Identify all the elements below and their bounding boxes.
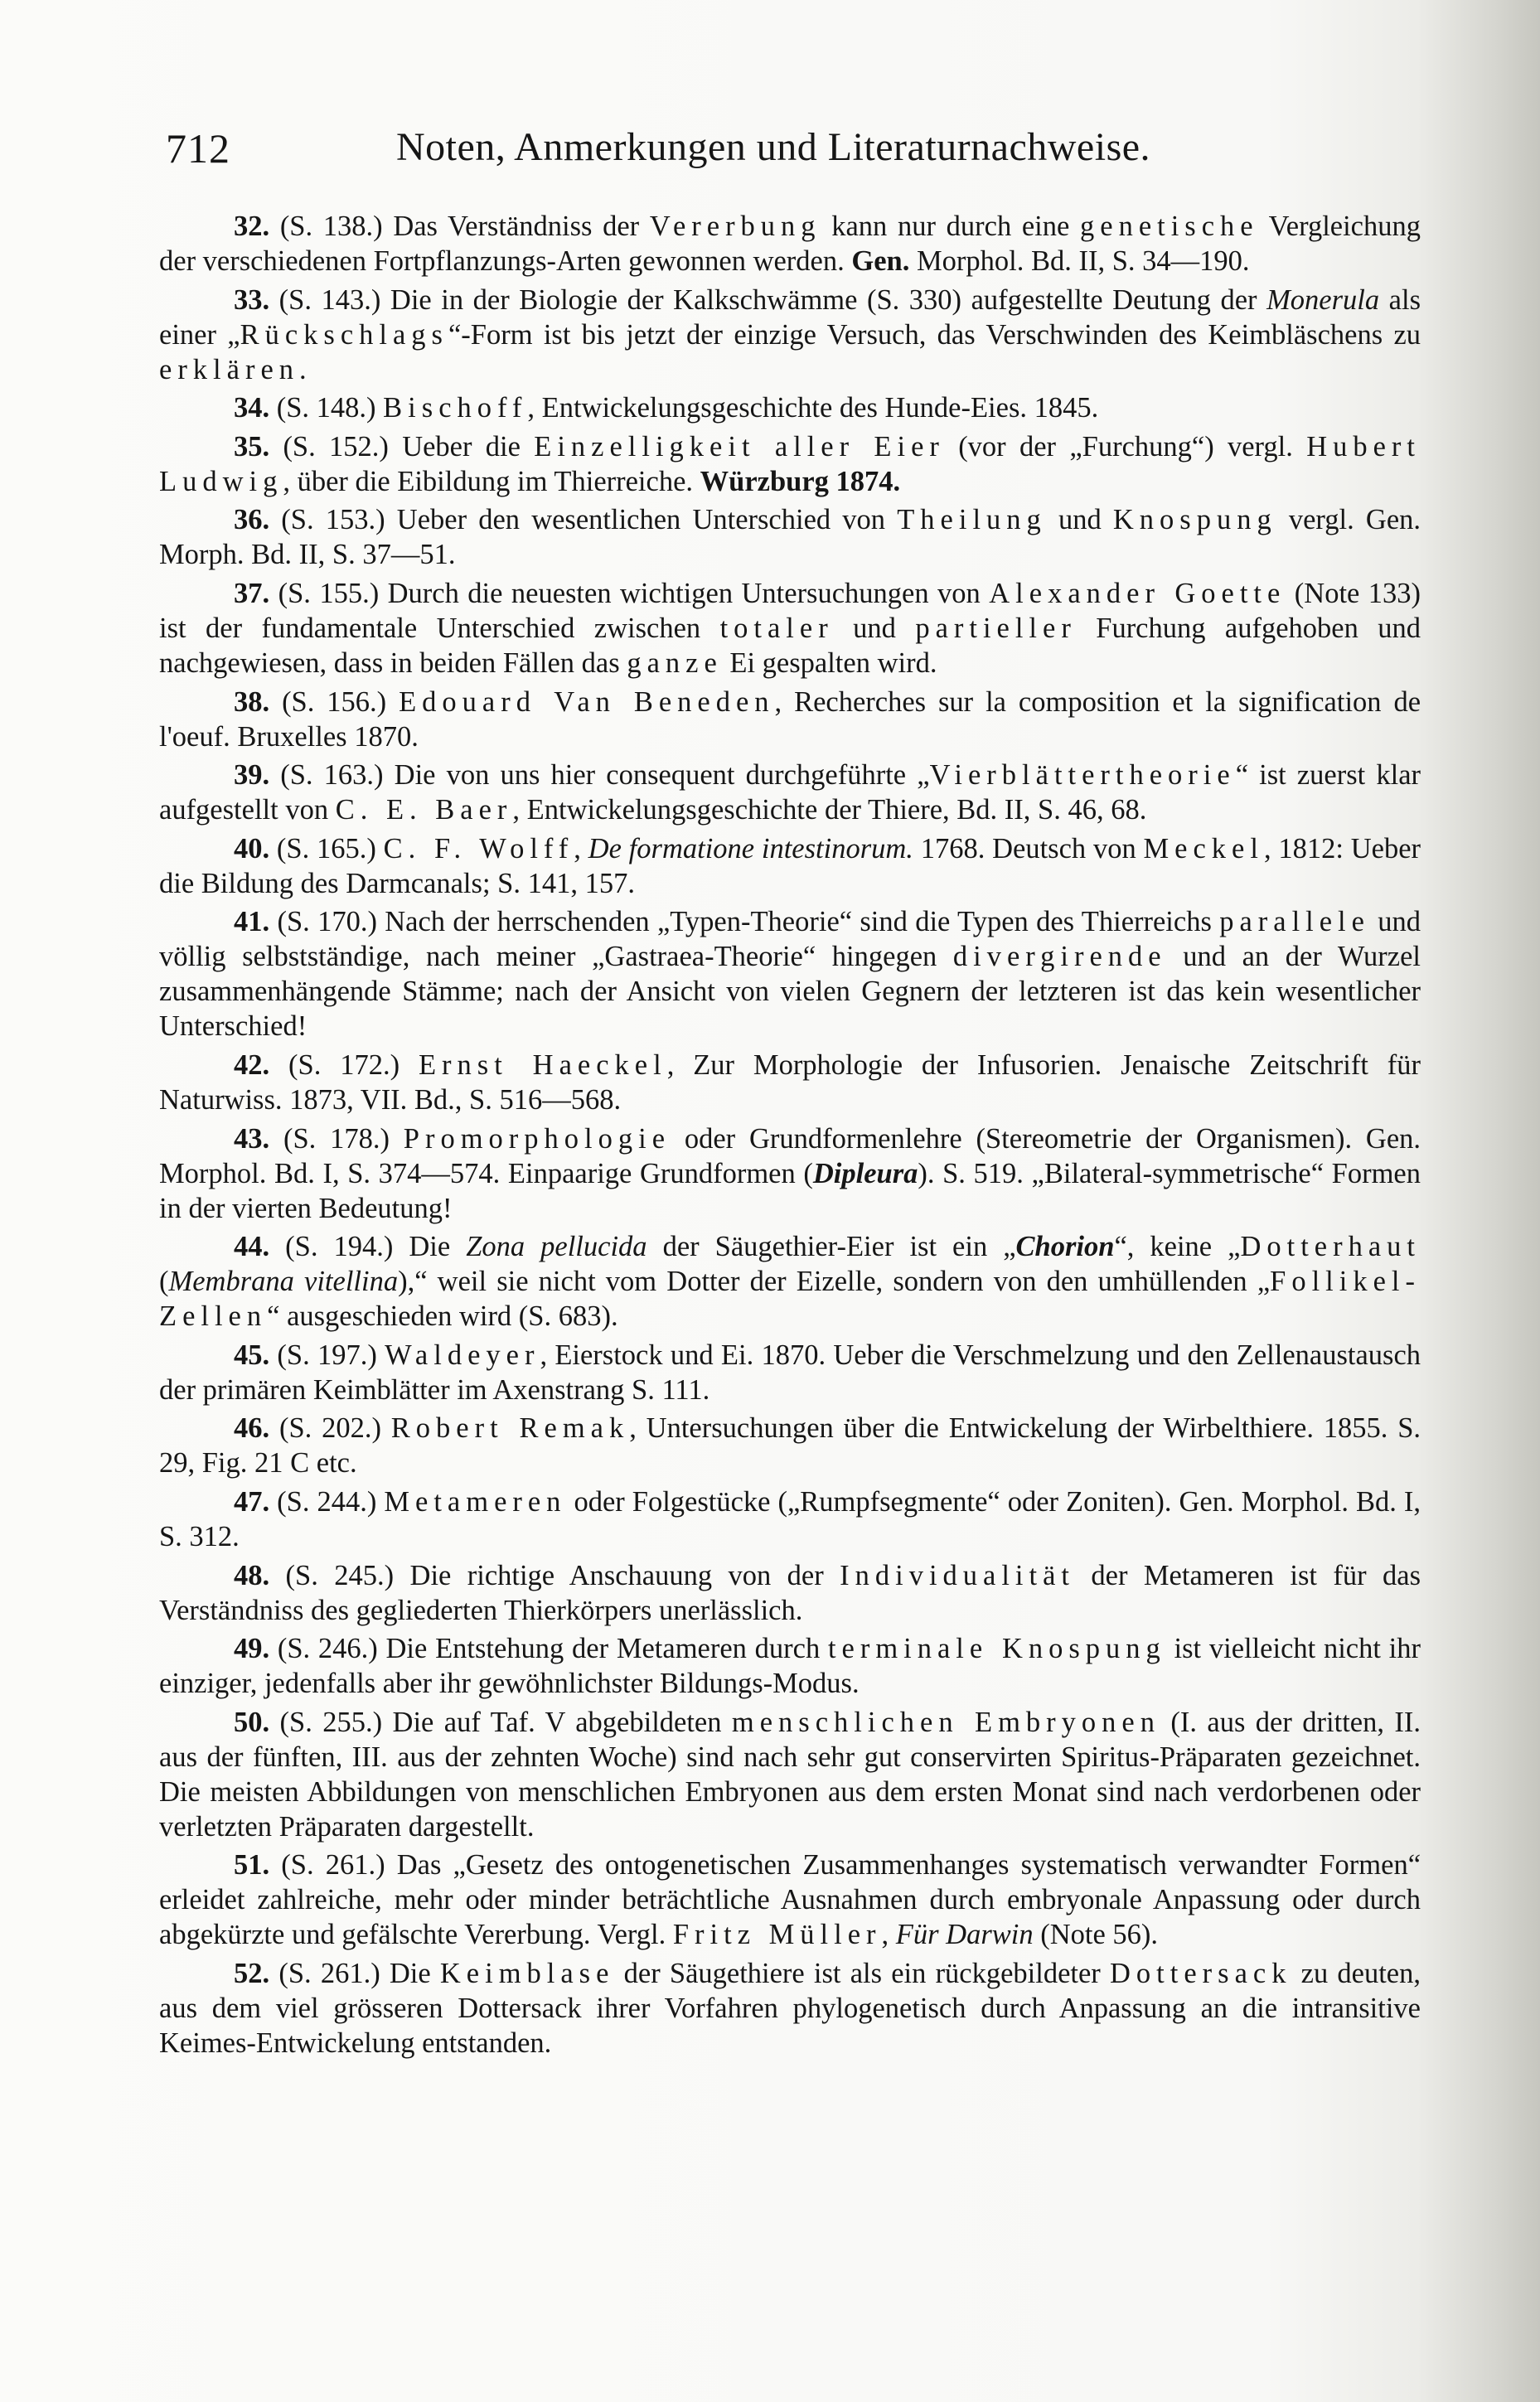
note-page-ref: (S. 261.) [281,1849,385,1881]
spaced-emphasis: Einzelligkeit aller Eier [534,430,945,462]
note-text: Die [393,1231,467,1263]
note-page-ref: (S. 138.) [279,211,383,242]
emphasis: Gen. [851,245,910,277]
spaced-emphasis: Metameren [384,1485,567,1518]
note-page-ref: (S. 165.) [276,832,376,864]
note-text: , Entwickelungsgeschichte der Thiere, Bd. II, S. 46, 68. [512,794,1147,826]
note-text: kann nur durch eine [821,211,1081,242]
note-page-ref: (S. 197.) [277,1339,377,1371]
note-text: der Metameren ist für das Verständniss des gegliederten Thierkörpers unerlässlich. [159,1559,1421,1626]
note-number: 45. [234,1339,270,1371]
note-number: 35. [234,430,270,462]
note-text: , Zur Morphologie der Infusorien. Jenaische Zeitschrift für Naturwiss. 1873, VII. Bd., S. 516—568. [159,1048,1421,1116]
note-text: vergl. Gen. Morph. Bd. II, S. 37—51. [159,504,1421,571]
note-35 [159,429,1421,499]
note-number: 40. [234,832,270,864]
note-38 [159,685,1421,754]
emphasis: Monerula [1266,283,1380,316]
spaced-emphasis: C. F. Wolff [383,832,574,864]
note-number: 41. [234,906,270,938]
note-text: als einer „ [159,283,1421,351]
note-text: Ei gespalten wird. [722,647,937,679]
note-page-ref: (S. 178.) [283,1122,390,1155]
note-43 [159,1121,1421,1226]
note-page-ref: (S. 246.) [277,1633,378,1665]
spaced-emphasis: Hubert Ludwig [159,430,1421,497]
note-page-ref: (S. 170.) [277,906,377,938]
spaced-emphasis: Robert Remak [390,1412,630,1445]
note-51 [159,1848,1421,1952]
running-title: Noten, Anmerkungen und Literaturnachweise. [396,125,1151,169]
note-text: Die Entstehung der Metameren durch [377,1633,828,1665]
note-page-ref: (S. 152.) [283,430,389,462]
note-text [376,1486,384,1518]
note-text [390,1123,404,1155]
note-text: , Recherches sur la composition et la signification de l'oeuf. Bruxelles 1870. [159,685,1421,753]
note-number: 37. [234,577,270,609]
note-32 [159,209,1421,278]
note-text: Das Verständniss der [382,211,650,242]
note-page-ref: (S. 255.) [279,1706,383,1738]
note-number: 51. [234,1849,270,1881]
note-number: 34. [234,392,270,424]
spaced-emphasis: Theilung [897,504,1047,536]
emphasis: Membrana vitellina [168,1266,399,1298]
note-number: 36. [234,504,270,536]
note-text: , 1812: Ueber die Bildung des Darmcanals; S. 141, 157. [159,832,1421,899]
note-text: ),“ weil sie nicht vom Dotter der Eizelle, sondern von den umhüllenden „ [398,1266,1271,1298]
emphasis: De formatione intestinorum. [588,832,913,864]
note-36 [159,502,1421,572]
spaced-emphasis: partieller [915,612,1077,644]
note-text: ). S. 519. „Bilateral-symmetrische“ Formen in der vierten Bedeutung! [159,1157,1421,1224]
note-44 [159,1229,1421,1334]
note-text: , Entwickelungsgeschichte des Hunde-Eies. 1845. [527,392,1099,424]
note-text: Die in der Biologie der Kalkschwämme (S. 330) aufgestellte Deutung der [380,283,1267,316]
note-number: 47. [234,1485,270,1518]
note-text: Furchung aufgehoben und nachgewiesen, dass in beiden Fällen das [159,612,1421,679]
spaced-emphasis: Promorphologie [403,1122,671,1155]
emphasis: Dipleura [812,1157,918,1189]
note-text: Morphol. Bd. II, S. 34—190. [909,245,1250,277]
note-text: (Note 56). [1033,1919,1159,1951]
note-number: 44. [234,1231,270,1263]
emphasis: Würzburg 1874. [700,465,901,497]
note-text: “-Form ist bis jetzt der einzige Versuch, das Verschwinden des Keimbläschens zu [448,318,1421,351]
note-page-ref: (S. 155.) [278,577,380,609]
note-text [376,392,384,424]
note-52 [159,1956,1421,2061]
spaced-emphasis: Vierblättertheorie [929,759,1236,792]
spaced-emphasis: C. E. Baer [335,794,513,826]
note-page-ref: (S. 148.) [276,392,376,424]
page-number: 712 [166,125,230,172]
note-text: Das „Gesetz des ontogenetischen Zusammenhanges systematisch verwandter Formen“ erleidet zahlreiche, mehr oder minder beträchtliche Ausnahmen durch embryonale Anpassung oder durch abgekürzte und gefälschte Vererbung. Vergl. [159,1849,1421,1951]
spaced-emphasis: Fritz Müller [672,1919,882,1951]
note-number: 48. [234,1559,270,1591]
spaced-emphasis: Bischoff [383,392,528,424]
note-text: und [1046,504,1113,536]
note-text: (vor der „Furchung“) vergl. [944,430,1307,462]
note-number: 43. [234,1122,270,1155]
note-42 [159,1048,1421,1117]
note-text: und an der Wurzel zusammenhängende Stämme; nach der Ansicht von vielen Gegnern der letzteren ist das kein wesentlicher Unterschied! [159,941,1421,1043]
note-text: “ ist zuerst klar aufgestellt von [159,759,1421,826]
note-text: und [833,612,916,644]
note-37 [159,576,1421,680]
note-number: 50. [234,1706,270,1738]
spaced-emphasis: Individualität [840,1559,1076,1591]
note-number: 38. [234,685,270,718]
note-page-ref: (S. 194.) [285,1231,394,1263]
spaced-emphasis: Keimblase [439,1957,615,1989]
note-page-ref: (S. 202.) [278,1412,381,1445]
note-40 [159,831,1421,901]
note-text: Ueber den wesentlichen Unterschied von [385,504,898,536]
note-text: , [881,1919,896,1951]
spaced-emphasis: terminale Knospung [827,1633,1166,1665]
spaced-emphasis: totaler [719,612,834,644]
note-page-ref: (S. 156.) [282,685,387,718]
note-page-ref: (S. 245.) [285,1559,395,1591]
spaced-emphasis: parallele [1219,906,1370,938]
note-number: 49. [234,1633,270,1665]
note-number: 32. [234,211,270,242]
spaced-emphasis: erklären [159,353,300,385]
note-text: Die auf Taf. V abgebildeten [382,1706,732,1738]
note-34 [159,390,1421,425]
page-header [166,124,1442,182]
spaced-emphasis: genetische [1080,211,1259,242]
spaced-emphasis: Edouard Van Beneden [399,685,775,718]
note-text: und völlig selbstständige, nach meiner „Gastraea-Theorie“ hingegen [159,906,1421,973]
spaced-emphasis: Alexander Goette [989,577,1286,609]
note-33 [159,283,1421,387]
note-45 [159,1338,1421,1407]
spaced-emphasis: menschlichen Embryonen [731,1706,1160,1738]
note-46 [159,1411,1421,1480]
note-text: Vergleichung der verschiedenen Fortpflanzungs-Arten gewonnen werden. [159,211,1421,277]
emphasis: Zona pellucida [466,1231,647,1263]
note-text: der Säugethier-Eier ist ein „ [647,1231,1016,1263]
note-text: oder Grundformenlehre (Stereometrie der Organismen). Gen. Morphol. Bd. I, S. 374—574. Einpaarige Grundformen ( [159,1122,1421,1189]
note-number: 39. [234,759,270,792]
note-text [376,833,384,864]
note-text [386,686,399,718]
note-text: Durch die neuesten wichtigen Untersuchungen von [379,577,990,609]
emphasis: Chorion [1015,1231,1115,1263]
spaced-emphasis: Meckel [1143,832,1264,864]
note-number: 42. [234,1048,270,1081]
note-page-ref: (S. 244.) [277,1485,377,1518]
note-text: “ ausgeschieden wird (S. 683). [267,1300,618,1333]
note-text: oder Folgestücke („Rumpfsegmente“ oder Zoniten). Gen. Morphol. Bd. I, S. 312. [159,1485,1421,1552]
note-text [377,1339,385,1371]
spaced-emphasis: Ernst Haeckel [418,1048,667,1081]
note-text: , Eierstock und Ei. 1870. Ueber die Verschmelzung und den Zellenaustausch der primären Keimblätter im Axenstrang S. 111. [159,1339,1421,1406]
note-page-ref: (S. 153.) [281,504,385,536]
note-text: ( [159,1266,169,1298]
note-text: , über die Eibildung im Thierreiche. [283,465,700,497]
note-text: zu deuten, aus dem viel grösseren Dottersack ihrer Vorfahren phylogenetisch durch Anpassung an die intransitive Keimes-Entwickelung entstanden. [159,1957,1421,2059]
note-text: (Note 133) ist der fundamentale Unterschied zwischen [159,577,1421,644]
notes-list [159,209,1421,2064]
note-47 [159,1484,1421,1554]
note-text: der Säugethiere ist als ein rückgebildeter [614,1957,1110,1989]
note-text [400,1049,419,1081]
spaced-emphasis: ganze [627,647,723,679]
spaced-emphasis: Dottersack [1110,1957,1292,1989]
note-text: Nach der herrschenden „Typen-Theorie“ sind die Typen des Thierreichs [376,906,1220,938]
note-text: ist vielleicht nicht ihr einziger, jedenfalls aber ihr gewöhnlichster Bildungs-Modus. [159,1633,1421,1700]
note-text: 1768. Deutsch von [913,832,1144,864]
note-41 [159,904,1421,1044]
note-number: 46. [234,1412,270,1445]
spaced-emphasis: Vererbung [649,211,821,242]
note-number: 33. [234,283,270,316]
emphasis: Für Darwin [895,1919,1034,1951]
spaced-emphasis: Dotterhaut [1240,1231,1421,1263]
note-49 [159,1631,1421,1701]
note-number: 52. [234,1957,270,1989]
spaced-emphasis: Knospung [1112,504,1277,536]
spaced-emphasis: Waldeyer [385,1339,540,1371]
note-text: Die von uns hier consequent durchgeführte „ [383,759,930,792]
spaced-emphasis: Follikel-Zellen [159,1266,1421,1333]
note-text: , Untersuchungen über die Entwickelung der Wirbelthiere. 1855. S. 29, Fig. 21 C etc. [159,1412,1421,1479]
note-text: Die [380,1957,440,1989]
note-text: (I. aus der dritten, II. aus der fünften, III. aus der zehnten Woche) sind nach sehr gut conservirten Spiritus-Präparaten gezeichnet. Die meisten Abbildungen von menschlichen Embryonen aus dem ersten Monat sind nach verdorbenen oder verletzten Präparaten dargestellt. [159,1706,1421,1843]
note-text: Die richtige Anschauung von der [394,1559,840,1591]
note-page-ref: (S. 261.) [278,1957,380,1989]
spaced-emphasis: Rückschlags [240,318,448,351]
note-text [381,1412,391,1444]
note-50 [159,1705,1421,1844]
note-text: Ueber die [388,430,535,462]
note-48 [159,1558,1421,1628]
note-text: “, keine „ [1114,1231,1241,1263]
spaced-emphasis: divergirende [952,941,1167,973]
note-page-ref: (S. 143.) [278,283,381,316]
note-page-ref: (S. 172.) [288,1048,400,1081]
note-text: , [574,832,588,864]
note-text: . [299,353,307,385]
note-39 [159,758,1421,827]
note-page-ref: (S. 163.) [280,759,384,792]
